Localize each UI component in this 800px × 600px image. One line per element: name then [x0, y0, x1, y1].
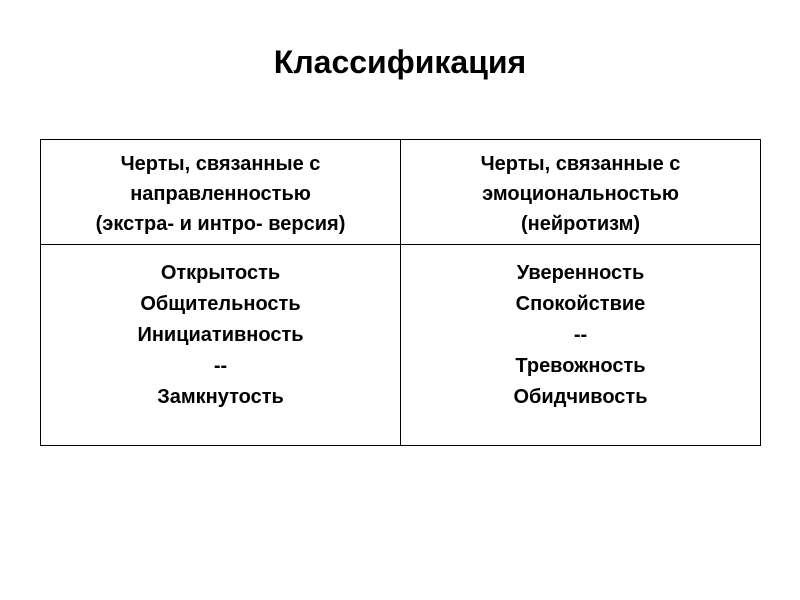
trait-separator: -- — [573, 324, 588, 346]
table-header-row — [41, 140, 761, 245]
header-line: (нейротизм) — [520, 213, 641, 235]
header-cell-emotionality — [401, 140, 761, 245]
trait-item: Тревожность — [515, 355, 646, 377]
header-line: Черты, связанные с — [120, 153, 321, 175]
trait-item: Общительность — [140, 293, 301, 315]
trait-item: Инициативность — [137, 324, 304, 346]
header-line: направленностью — [130, 183, 311, 205]
header-cell-direction — [41, 140, 401, 245]
header-line: (экстра- и интро- версия) — [95, 213, 346, 235]
trait-item: Открытость — [160, 262, 281, 284]
header-line: эмоциональностью — [482, 183, 679, 205]
traits-cell-direction — [41, 245, 401, 446]
trait-item: Замкнутость — [157, 386, 284, 408]
trait-item: Уверенность — [516, 262, 645, 284]
traits-cell-emotionality — [401, 245, 761, 446]
table-row — [41, 245, 761, 446]
trait-item: Спокойствие — [515, 293, 646, 315]
classification-table — [40, 139, 761, 446]
slide-title: Классификация — [273, 44, 527, 80]
trait-item: Обидчивость — [513, 386, 648, 408]
trait-separator: -- — [213, 355, 228, 377]
header-line: Черты, связанные с — [480, 153, 681, 175]
